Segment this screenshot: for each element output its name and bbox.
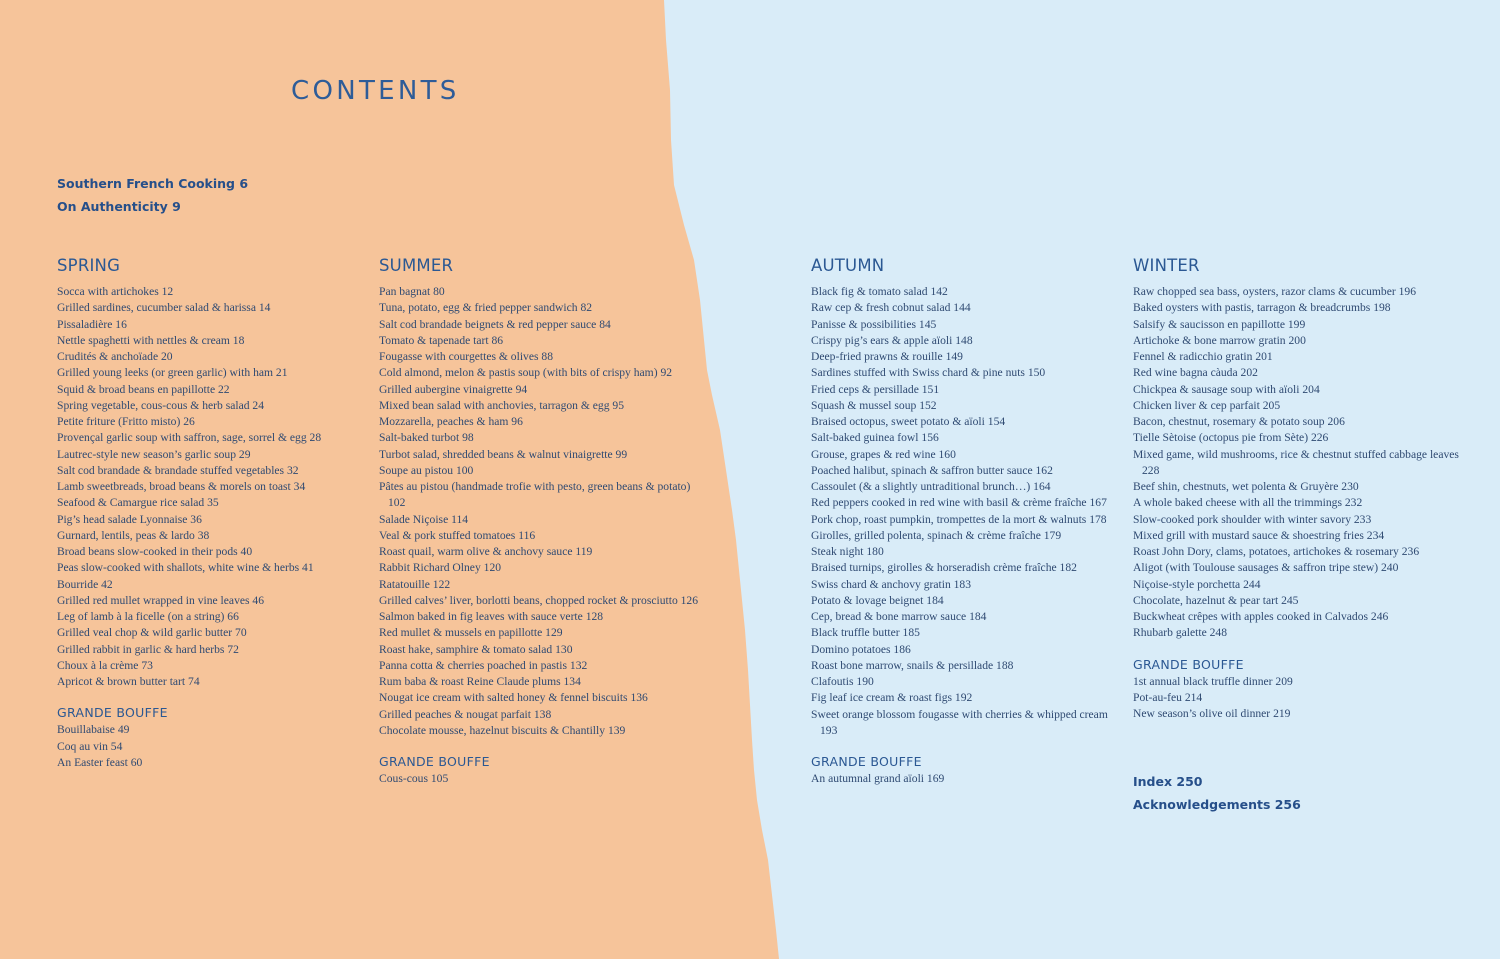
contents-entry: Raw cep & fresh cobnut salad 144	[811, 301, 971, 315]
spring-grande-bouffe-heading: GRANDE BOUFFE	[57, 705, 168, 721]
winter-heading: WINTER	[1133, 256, 1200, 275]
contents-entry: Pan bagnat 80	[379, 285, 445, 298]
summer-items	[379, 284, 709, 739]
contents-entry: Rum baba & roast Reine Claude plums 134	[379, 675, 581, 688]
spring-items	[57, 284, 387, 690]
contents-entry: Fougasse with courgettes & olives 88	[379, 350, 553, 363]
contents-entry: Spring vegetable, cous-cous & herb salad 24	[57, 398, 265, 412]
summer-column	[379, 256, 709, 787]
index-entry: Index 250	[1133, 774, 1203, 790]
contents-entry: Pot-au-feu 214	[1133, 690, 1203, 704]
contents-entry: Sweet orange blossom fougasse with cherries & whipped cream 193	[811, 707, 1108, 737]
contents-entry: Provençal garlic soup with saffron, sage, sorrel & egg 28	[57, 431, 322, 445]
contents-entry: Bacon, chestnut, rosemary & potato soup 206	[1133, 415, 1345, 428]
contents-entry: Salt-baked turbot 98	[379, 431, 474, 445]
contents-entry: Squash & mussel soup 152	[811, 398, 937, 412]
summer-grande-bouffe-heading: GRANDE BOUFFE	[379, 754, 490, 769]
contents-entry: Grilled aubergine vinaigrette 94	[379, 382, 528, 396]
contents-entry: Buckwheat crêpes with apples cooked in Calvados 246	[1133, 610, 1389, 623]
contents-entry: Roast hake, samphire & tomato salad 130	[379, 642, 573, 656]
contents-entry: Deep-fried prawns & rouille 149	[811, 350, 963, 363]
contents-entry: Bouillabaise 49	[57, 723, 130, 737]
contents-entry: Roast quail, warm olive & anchovy sauce 119	[379, 545, 593, 558]
contents-entry: Girolles, grilled polenta, spinach & crème fraîche 179	[811, 528, 1062, 542]
autumn-grande-bouffe-items	[811, 771, 1111, 787]
intro-links	[57, 172, 248, 218]
contents-entry: Turbot salad, shredded beans & walnut vinaigrette 99	[379, 447, 628, 461]
contents-entry: Nettle spaghetti with nettles & cream 18	[57, 333, 245, 347]
contents-entry: Ratatouille 122	[379, 577, 451, 591]
contents-entry: 1st annual black truffle dinner 209	[1133, 674, 1293, 688]
contents-entry: Tuna, potato, egg & fried pepper sandwich 82	[379, 301, 593, 315]
page-title: CONTENTS	[291, 76, 460, 106]
contents-entry: Panisse & possibilities 145	[811, 317, 937, 331]
contents-entry: Chocolate mousse, hazelnut biscuits & Chantilly 139	[379, 723, 626, 737]
contents-entry: Crudités & anchoïade 20	[57, 350, 173, 363]
contents-entry: Pissaladière 16	[57, 317, 127, 331]
contents-entry: Chicken liver & cep parfait 205	[1133, 398, 1281, 412]
contents-entry: Niçoise-style porchetta 244	[1133, 577, 1261, 591]
contents-entry: Grilled young leeks (or green garlic) with ham 21	[57, 366, 288, 380]
spring-column	[57, 256, 387, 771]
contents-entry: Choux à la crème 73	[57, 658, 153, 672]
contents-entry: Cous-cous 105	[379, 772, 449, 785]
contents-entry: Tielle Sètoise (octopus pie from Sète) 226	[1133, 431, 1329, 445]
contents-entry: Grilled sardines, cucumber salad & harissa 14	[57, 301, 271, 315]
autumn-heading: AUTUMN	[811, 256, 885, 275]
contents-entry: Braised octopus, sweet potato & aïoli 154	[811, 415, 1006, 428]
contents-entry: Cep, bread & bone marrow sauce 184	[811, 610, 987, 623]
contents-entry: Fig leaf ice cream & roast figs 192	[811, 691, 973, 705]
contents-entry: Crispy pig’s ears & apple aïoli 148	[811, 333, 973, 347]
contents-entry: Domino potatoes 186	[811, 642, 911, 656]
contents-entry: Clafoutis 190	[811, 675, 874, 688]
contents-entry: Grilled calves’ liver, borlotti beans, chopped rocket & prosciutto 126	[379, 593, 699, 607]
contents-entry: Apricot & brown butter tart 74	[57, 675, 200, 688]
contents-entry: Swiss chard & anchovy gratin 183	[811, 577, 972, 591]
contents-entry: Black fig & tomato salad 142	[811, 285, 948, 298]
summer-grande-bouffe-items	[379, 771, 709, 787]
intro-item: On Authenticity 9	[57, 199, 181, 214]
contents-entry: Grilled rabbit in garlic & hard herbs 72	[57, 642, 239, 656]
contents-entry: Nougat ice cream with salted honey & fennel biscuits 136	[379, 691, 648, 705]
acknowledgements-entry: Acknowledgements 256	[1133, 797, 1301, 813]
contents-entry: Socca with artichokes 12	[57, 285, 174, 298]
contents-entry: Cold almond, melon & pastis soup (with bits of crispy ham) 92	[379, 366, 673, 380]
contents-entry: Broad beans slow-cooked in their pods 40	[57, 545, 253, 558]
contents-entry: Red mullet & mussels en papillotte 129	[379, 626, 563, 640]
autumn-grande-bouffe-heading: GRANDE BOUFFE	[811, 754, 922, 769]
contents-entry: Salt cod brandade & brandade stuffed vegetables 32	[57, 463, 299, 477]
contents-entry: Grilled veal chop & wild garlic butter 70	[57, 626, 247, 640]
contents-entry: Beef shin, chestnuts, wet polenta & Gruyère 230	[1133, 480, 1359, 493]
contents-entry: Tomato & tapenade tart 86	[379, 333, 504, 347]
contents-entry: Rhubarb galette 248	[1133, 626, 1228, 640]
winter-items	[1133, 284, 1473, 642]
contents-entry: Peas slow-cooked with shallots, white wine & herbs 41	[57, 561, 314, 575]
contents-entry: Chickpea & sausage soup with aïoli 204	[1133, 382, 1320, 396]
contents-entry: Petite friture (Fritto misto) 26	[57, 415, 195, 428]
contents-entry: Salt-baked guinea fowl 156	[811, 431, 939, 445]
contents-entry: Mixed grill with mustard sauce & shoestring fries 234	[1133, 528, 1385, 542]
contents-entry: Sardines stuffed with Swiss chard & pine nuts 150	[811, 366, 1046, 380]
contents-entry: Cassoulet (& a slightly untraditional brunch…) 164	[811, 480, 1051, 493]
contents-entry: Lamb sweetbreads, broad beans & morels on toast 34	[57, 480, 306, 493]
contents-entry: Leg of lamb à la ficelle (on a string) 66	[57, 610, 239, 623]
contents-entry: Salsify & saucisson en papillotte 199	[1133, 317, 1306, 331]
contents-entry: Baked oysters with pastis, tarragon & breadcrumbs 198	[1133, 301, 1391, 315]
contents-entry: Pâtes au pistou (handmade trofie with pesto, green beans & potato) 102	[379, 480, 691, 510]
contents-entry: Grilled peaches & nougat parfait 138	[379, 707, 552, 721]
contents-entry: Mixed game, wild mushrooms, rice & chestnut stuffed cabbage leaves 228	[1133, 447, 1459, 477]
summer-heading: SUMMER	[379, 256, 454, 275]
contents-entry: Rabbit Richard Olney 120	[379, 561, 502, 575]
contents-entry: Veal & pork stuffed tomatoes 116	[379, 528, 536, 542]
contents-entry: Salmon baked in fig leaves with sauce verte 128	[379, 610, 604, 623]
contents-entry: Panna cotta & cherries poached in pastis 132	[379, 658, 588, 672]
contents-entry: Potato & lovage beignet 184	[811, 593, 944, 607]
winter-grande-bouffe-heading: GRANDE BOUFFE	[1133, 656, 1244, 672]
contents-entry: Poached halibut, spinach & saffron butter sauce 162	[811, 463, 1053, 477]
contents-entry: Mixed bean salad with anchovies, tarragon & egg 95	[379, 398, 625, 412]
contents-entry: Fennel & radicchio gratin 201	[1133, 350, 1273, 363]
contents-entry: Slow-cooked pork shoulder with winter savory 233	[1133, 512, 1372, 526]
contents-entry: Braised turnips, girolles & horseradish crème fraîche 182	[811, 561, 1077, 575]
intro-item: Southern French Cooking 6	[57, 176, 249, 191]
autumn-column	[811, 256, 1111, 787]
contents-entry: Coq au vin 54	[57, 739, 123, 753]
contents-entry: Mozzarella, peaches & ham 96	[379, 415, 523, 428]
contents-entry: Bourride 42	[57, 577, 113, 591]
contents-entry: Lautrec-style new season’s garlic soup 29	[57, 447, 251, 461]
end-matter	[1133, 770, 1473, 816]
contents-entry: Salade Niçoise 114	[379, 512, 469, 526]
contents-entry: Red wine bagna càuda 202	[1133, 366, 1258, 380]
contents-entry: Grouse, grapes & red wine 160	[811, 447, 956, 461]
contents-entry: Black truffle butter 185	[811, 626, 920, 640]
contents-entry: Grilled red mullet wrapped in vine leaves 46	[57, 593, 265, 607]
contents-entry: Pork chop, roast pumpkin, trompettes de la mort & walnuts 178	[811, 512, 1107, 526]
contents-entry: Roast bone marrow, snails & persillade 188	[811, 658, 1014, 672]
contents-entry: An Easter feast 60	[57, 755, 143, 769]
contents-entry: Chocolate, hazelnut & pear tart 245	[1133, 593, 1299, 607]
contents-entry: Fried ceps & persillade 151	[811, 382, 940, 396]
contents-entry: Steak night 180	[811, 545, 884, 558]
autumn-items	[811, 284, 1111, 739]
contents-entry: Soupe au pistou 100	[379, 463, 474, 477]
contents-entry: New season’s olive oil dinner 219	[1133, 707, 1291, 720]
contents-entry: A whole baked cheese with all the trimmings 232	[1133, 496, 1363, 510]
contents-entry: Pig’s head salade Lyonnaise 36	[57, 512, 202, 526]
contents-entry: Gurnard, lentils, peas & lardo 38	[57, 528, 210, 542]
contents-entry: Artichoke & bone marrow gratin 200	[1133, 333, 1306, 347]
spring-heading: SPRING	[57, 256, 121, 275]
winter-grande-bouffe-items	[1133, 674, 1473, 723]
contents-entry: Roast John Dory, clams, potatoes, artichokes & rosemary 236	[1133, 545, 1420, 558]
contents-entry: Aligot (with Toulouse sausages & saffron tripe stew) 240	[1133, 561, 1399, 575]
winter-column	[1133, 256, 1473, 816]
contents-entry: Seafood & Camargue rice salad 35	[57, 496, 219, 510]
contents-entry: Squid & broad beans en papillotte 22	[57, 382, 230, 396]
spring-grande-bouffe-items	[57, 722, 387, 771]
contents-entry: Red peppers cooked in red wine with basil & crème fraîche 167	[811, 496, 1107, 510]
contents-entry: An autumnal grand aïoli 169	[811, 772, 945, 785]
contents-entry: Salt cod brandade beignets & red pepper sauce 84	[379, 317, 611, 331]
contents-entry: Raw chopped sea bass, oysters, razor clams & cucumber 196	[1133, 285, 1416, 298]
